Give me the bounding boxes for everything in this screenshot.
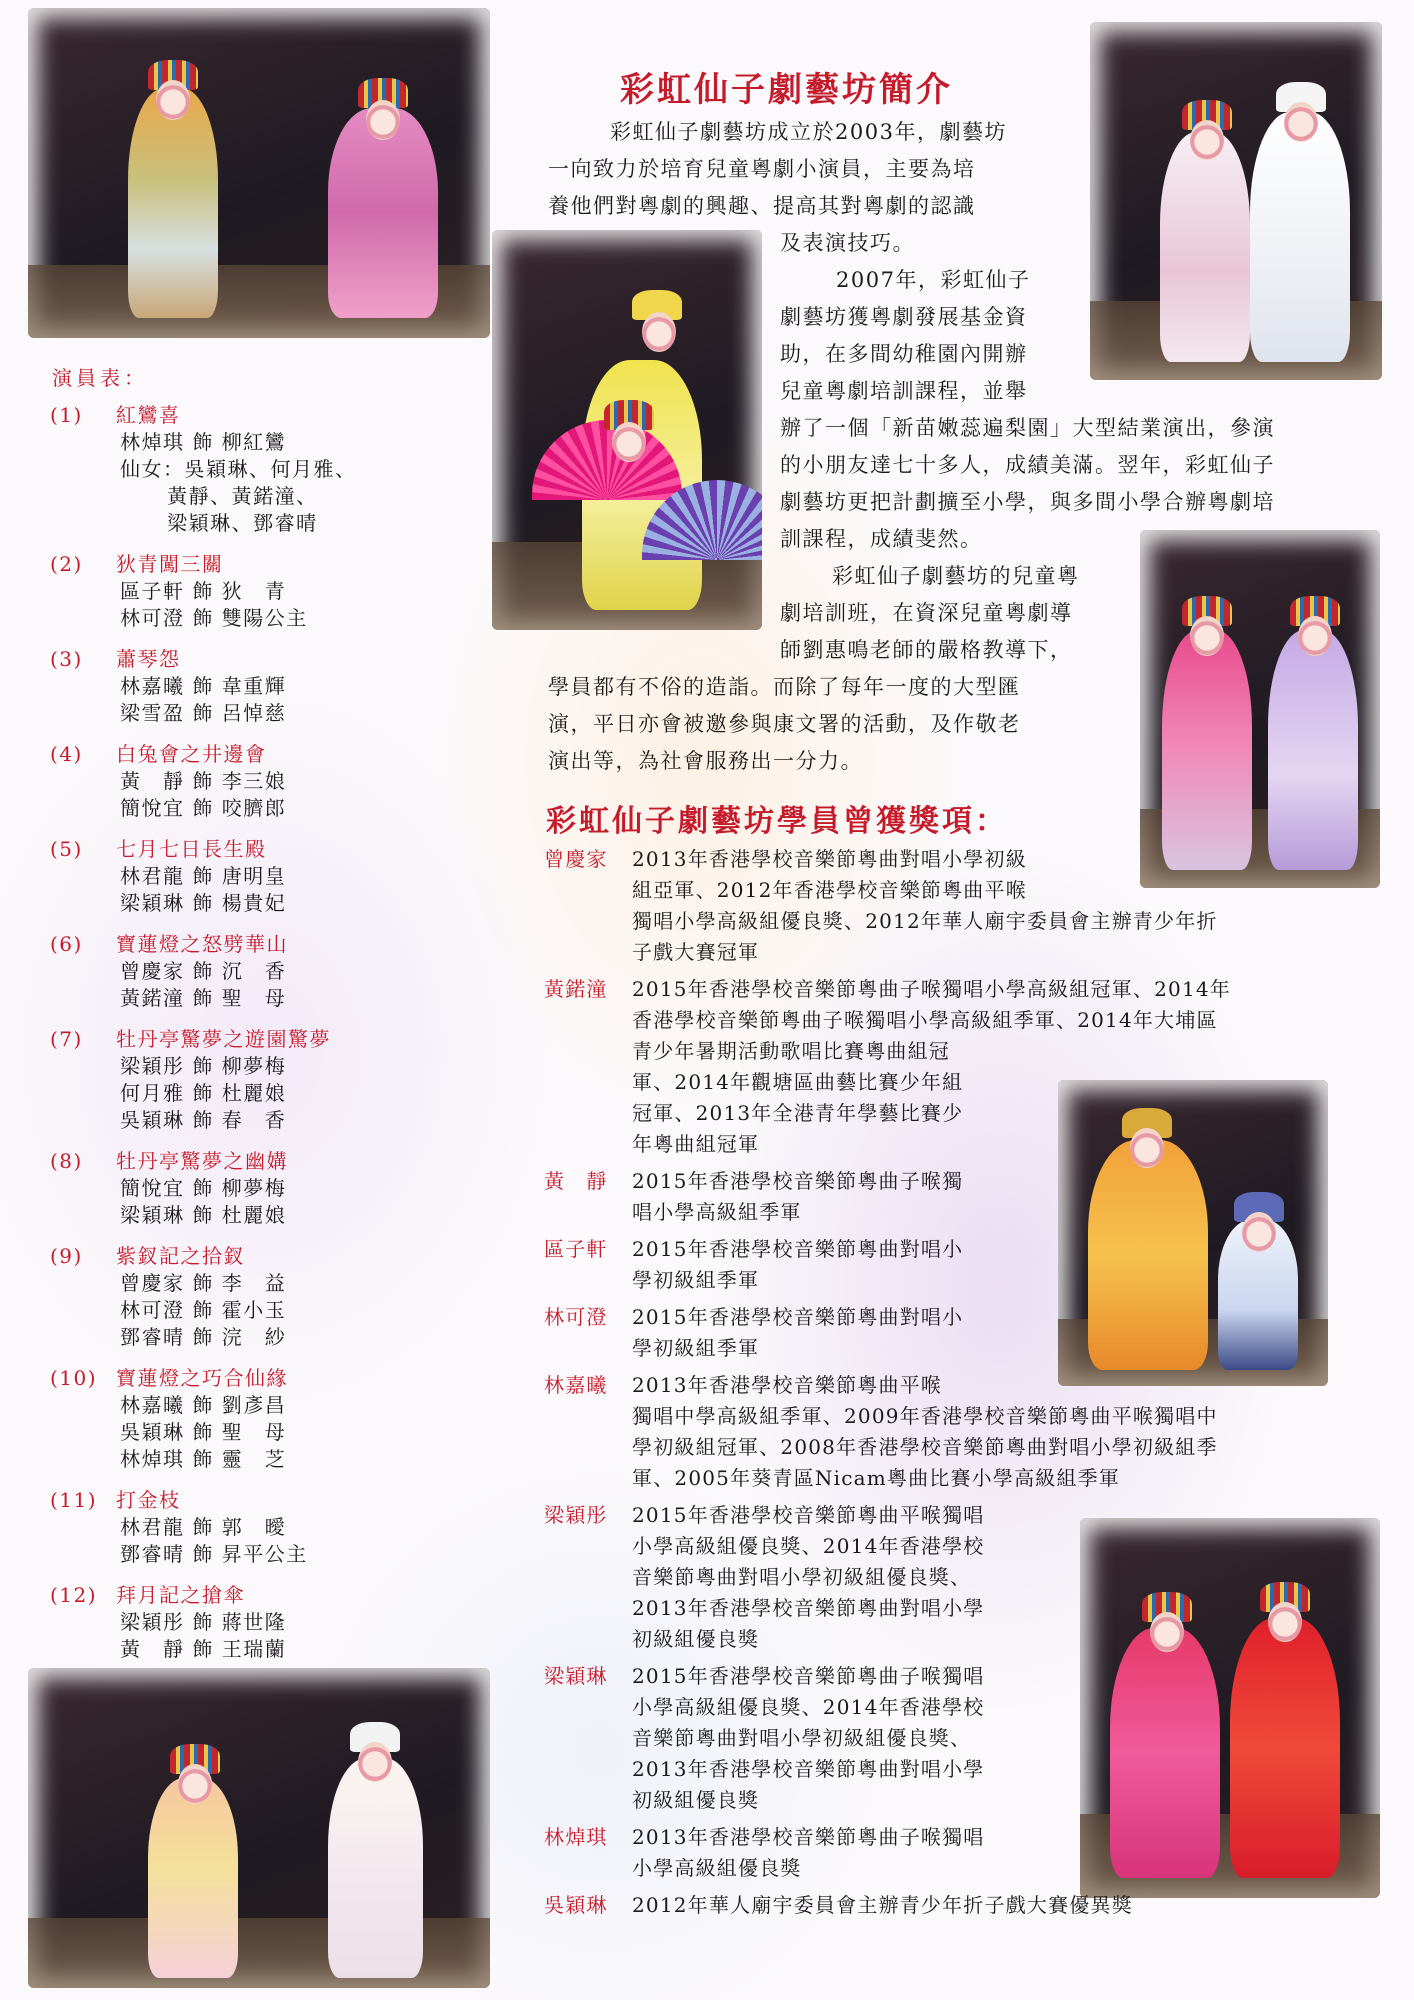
award-line: 獨唱小學高級組優良獎、2012年華人廟宇委員會主辦青少年折 xyxy=(632,909,1218,933)
cast-play xyxy=(50,1582,430,1663)
photo-stage-two-performers xyxy=(28,8,490,338)
cast-line: 簡悅宜 飾 柳夢梅 xyxy=(120,1176,287,1200)
award-entry xyxy=(544,1822,1374,1884)
intro-line: 劇藝坊獲粵劇發展基金資 xyxy=(780,305,1028,329)
photo-bottom-left-duo xyxy=(28,1668,490,1988)
play-number: (2) xyxy=(50,552,83,576)
award-line: 小學高級組優良獎 xyxy=(632,1856,802,1880)
cast-play xyxy=(50,1365,430,1473)
cast-line: 仙女：吳穎琳、何月雅、 xyxy=(120,457,357,481)
intro-line: 辦了一個「新苗嫩蕊遍梨園」大型結業演出，參演 xyxy=(780,416,1275,440)
cast-line: 梁穎彤 飾 柳夢梅 xyxy=(120,1054,287,1078)
cast-line: 梁穎彤 飾 蔣世隆 xyxy=(120,1610,287,1634)
award-line: 2015年香港學校音樂節粵曲子喉獨 xyxy=(632,1169,964,1193)
award-line: 學初級組季軍 xyxy=(632,1268,760,1292)
play-number: (11) xyxy=(50,1488,98,1512)
intro-line: 的小朋友達七十多人，成績美滿。翌年，彩虹仙子 xyxy=(780,453,1275,477)
cast-line: 鄧睿晴 飾 浣 紗 xyxy=(120,1325,287,1349)
intro-line: 訓課程，成績斐然。 xyxy=(780,527,983,551)
play-title: 拜月記之搶傘 xyxy=(116,1583,245,1607)
awards-title: 彩虹仙子劇藝坊學員曾獲獎項： xyxy=(546,804,1008,839)
play-title: 蕭琴怨 xyxy=(116,647,181,671)
award-line: 2015年香港學校音樂節粵曲子喉獨唱 xyxy=(632,1664,985,1688)
play-number: (10) xyxy=(50,1366,98,1390)
cast-line: 何月雅 飾 杜麗娘 xyxy=(120,1081,287,1105)
award-line: 香港學校音樂節粵曲子喉獨唱小學高級組季軍、2014年大埔區 xyxy=(632,1008,1218,1032)
cast-line: 梁穎琳 飾 楊貴妃 xyxy=(120,891,287,915)
award-line: 初級組優良獎 xyxy=(632,1788,760,1812)
intro-paragraph-2 xyxy=(780,262,1380,558)
intro-line: 兒童粵劇培訓課程，並舉 xyxy=(780,379,1028,403)
awards-list xyxy=(544,844,1374,1927)
cast-line: 區子軒 飾 狄 青 xyxy=(120,579,287,603)
play-title: 七月七日長生殿 xyxy=(116,837,267,861)
intro-line: 彩虹仙子劇藝坊成立於2003年，劇藝坊 xyxy=(610,120,1007,144)
play-title: 紫釵記之拾釵 xyxy=(116,1244,245,1268)
award-entry xyxy=(544,1166,1374,1228)
play-number: (8) xyxy=(50,1149,83,1173)
cast-line: 林君龍 飾 郭 曖 xyxy=(120,1515,287,1539)
award-line: 軍、2014年觀塘區曲藝比賽少年組 xyxy=(632,1070,964,1094)
cast-line: 林嘉曦 飾 劉彥昌 xyxy=(120,1393,287,1417)
cast-play xyxy=(50,836,430,917)
award-student-name: 林可澄 xyxy=(544,1305,608,1329)
award-line: 小學高級組優良獎、2014年香港學校 xyxy=(632,1695,985,1719)
cast-line: 鄧睿晴 飾 昇平公主 xyxy=(120,1542,308,1566)
play-title: 寶蓮燈之巧合仙緣 xyxy=(116,1366,288,1390)
award-line: 音樂節粵曲對唱小學初級組優良獎、 xyxy=(632,1565,972,1589)
cast-line: 黃鍩潼 飾 聖 母 xyxy=(120,986,287,1010)
award-student-name: 林嘉曦 xyxy=(544,1373,608,1397)
intro-paragraph-1 xyxy=(548,114,1088,262)
award-line: 學初級組季軍 xyxy=(632,1336,760,1360)
cast-play xyxy=(50,551,430,632)
award-line: 小學高級組優良獎、2014年香港學校 xyxy=(632,1534,985,1558)
intro-line: 養他們對粵劇的興趣、提高其對粵劇的認識 xyxy=(548,194,976,218)
cast-play xyxy=(50,1148,430,1229)
cast-play xyxy=(50,1026,430,1134)
play-title: 打金枝 xyxy=(116,1488,181,1512)
award-line: 2015年香港學校音樂節粵曲對唱小 xyxy=(632,1237,964,1261)
award-entry xyxy=(544,1370,1374,1494)
cast-play xyxy=(50,1487,430,1568)
cast-play xyxy=(50,402,430,537)
intro-title: 彩虹仙子劇藝坊簡介 xyxy=(620,70,953,110)
award-line: 年粵曲組冠軍 xyxy=(632,1132,760,1156)
cast-line: 吳穎琳 飾 聖 母 xyxy=(120,1420,287,1444)
award-student-name: 曾慶家 xyxy=(544,847,608,871)
intro-line: 及表演技巧。 xyxy=(780,231,915,255)
intro-line: 學員都有不俗的造詣。而除了每年一度的大型匯 xyxy=(548,675,1021,699)
cast-line: 簡悅宜 飾 咬臍郎 xyxy=(120,796,287,820)
play-title: 牡丹亭驚夢之遊園驚夢 xyxy=(116,1027,331,1051)
cast-line: 林焯琪 飾 靈 芝 xyxy=(120,1447,287,1471)
award-entry xyxy=(544,974,1374,1160)
play-title: 白兔會之井邊會 xyxy=(116,742,267,766)
cast-line: 林可澄 飾 雙陽公主 xyxy=(120,606,308,630)
play-title: 牡丹亭驚夢之幽媾 xyxy=(116,1149,288,1173)
cast-play xyxy=(50,741,430,822)
play-number: (3) xyxy=(50,647,83,671)
award-line: 2015年香港學校音樂節粵曲平喉獨唱 xyxy=(632,1503,985,1527)
photo-two-young-performers xyxy=(1140,530,1380,888)
cast-play xyxy=(50,931,430,1012)
intro-line: 助，在多間幼稚園內開辦 xyxy=(780,342,1028,366)
cast-line: 梁雪盈 飾 呂悼慈 xyxy=(120,701,287,725)
play-title: 紅鸞喜 xyxy=(116,403,181,427)
intro-line: 劇藝坊更把計劃擴至小學，與多間小學合辦粵劇培 xyxy=(780,490,1275,514)
award-line: 2013年香港學校音樂節粵曲平喉 xyxy=(632,1373,943,1397)
cast-play xyxy=(50,1243,430,1351)
award-line: 2013年香港學校音樂節粵曲對唱小學 xyxy=(632,1596,985,1620)
award-student-name: 區子軒 xyxy=(544,1237,608,1261)
award-entry xyxy=(544,1234,1374,1296)
award-student-name: 吳穎琳 xyxy=(544,1893,608,1917)
intro-line: 師劉惠鳴老師的嚴格教導下， xyxy=(780,638,1073,662)
award-student-name: 梁穎彤 xyxy=(544,1503,608,1527)
cast-line: 林君龍 飾 唐明皇 xyxy=(120,864,287,888)
award-line: 冠軍、2013年全港青年學藝比賽少 xyxy=(632,1101,964,1125)
award-line: 軍、2005年葵青區Nicam粵曲比賽小學高級組季軍 xyxy=(632,1466,1121,1490)
cast-line: 曾慶家 飾 沉 香 xyxy=(120,959,287,983)
intro-line: 彩虹仙子劇藝坊的兒童粵 xyxy=(832,564,1080,588)
cast-heading: 演員表： xyxy=(52,366,148,390)
cast-line: 林嘉曦 飾 韋重輝 xyxy=(120,674,287,698)
award-entry xyxy=(544,1661,1374,1816)
award-line: 子戲大賽冠軍 xyxy=(632,940,760,964)
award-line: 獨唱中學高級組季軍、2009年香港學校音樂節粵曲平喉獨唱中 xyxy=(632,1404,1218,1428)
award-line: 2013年香港學校音樂節粵曲對唱小學初級 xyxy=(632,847,1027,871)
cast-play xyxy=(50,646,430,727)
play-number: (12) xyxy=(50,1583,98,1607)
award-line: 2013年香港學校音樂節粵曲對唱小學 xyxy=(632,1757,985,1781)
award-line: 學初級組冠軍、2008年香港學校音樂節粵曲對唱小學初級組季 xyxy=(632,1435,1218,1459)
intro-line: 一向致力於培育兒童粵劇小演員，主要為培 xyxy=(548,157,976,181)
play-number: (4) xyxy=(50,742,83,766)
award-student-name: 黃鍩潼 xyxy=(544,977,608,1001)
award-line: 初級組優良獎 xyxy=(632,1627,760,1651)
cast-line: 黃 靜 飾 王瑞蘭 xyxy=(120,1637,287,1661)
award-line: 青少年暑期活動歌唱比賽粵曲組冠 xyxy=(632,1039,950,1063)
award-entry xyxy=(544,1500,1374,1655)
play-title: 寶蓮燈之怒劈華山 xyxy=(116,932,288,956)
award-line: 2015年香港學校音樂節粵曲對唱小 xyxy=(632,1305,964,1329)
award-student-name: 梁穎琳 xyxy=(544,1664,608,1688)
play-number: (5) xyxy=(50,837,83,861)
award-entry xyxy=(544,1302,1374,1364)
award-line: 2013年香港學校音樂節粵曲子喉獨唱 xyxy=(632,1825,985,1849)
cast-line: 林可澄 飾 霍小玉 xyxy=(120,1298,287,1322)
play-number: (9) xyxy=(50,1244,83,1268)
award-line: 唱小學高級組季軍 xyxy=(632,1200,802,1224)
intro-line: 演出等，為社會服務出一分力。 xyxy=(548,749,863,773)
intro-line: 演，平日亦會被邀參與康文署的活動，及作敬老 xyxy=(548,712,1021,736)
play-number: (6) xyxy=(50,932,83,956)
cast-line: 吳穎琳 飾 春 香 xyxy=(120,1108,287,1132)
award-entry xyxy=(544,1890,1374,1921)
cast-line: 梁穎琳 飾 杜麗娘 xyxy=(120,1203,287,1227)
cast-line: 黃靜、黃鍩潼、 xyxy=(120,484,318,508)
cast-line: 林焯琪 飾 柳紅鸞 xyxy=(120,430,287,454)
play-number: (7) xyxy=(50,1027,83,1051)
award-line: 組亞軍、2012年香港學校音樂節粵曲平喉 xyxy=(632,878,1027,902)
intro-line: 劇培訓班，在資深兒童粵劇導 xyxy=(780,601,1073,625)
intro-line: 2007年，彩虹仙子 xyxy=(836,268,1031,292)
award-line: 2012年華人廟宇委員會主辦青少年折子戲大賽優異獎 xyxy=(632,1893,1133,1917)
play-title: 狄青闖三關 xyxy=(116,552,224,576)
intro-paragraph-3 xyxy=(548,558,1138,780)
cast-line: 梁穎琳、鄧睿晴 xyxy=(120,511,318,535)
award-line: 音樂節粵曲對唱小學初級組優良獎、 xyxy=(632,1726,972,1750)
cast-line: 黃 靜 飾 李三娘 xyxy=(120,769,287,793)
award-line: 2015年香港學校音樂節粵曲子喉獨唱小學高級組冠軍、2014年 xyxy=(632,977,1231,1001)
award-student-name: 林焯琪 xyxy=(544,1825,608,1849)
award-entry xyxy=(544,844,1374,968)
cast-list xyxy=(50,402,430,1677)
award-student-name: 黃 靜 xyxy=(544,1169,608,1193)
cast-line: 曾慶家 飾 李 益 xyxy=(120,1271,287,1295)
play-number: (1) xyxy=(50,403,83,427)
